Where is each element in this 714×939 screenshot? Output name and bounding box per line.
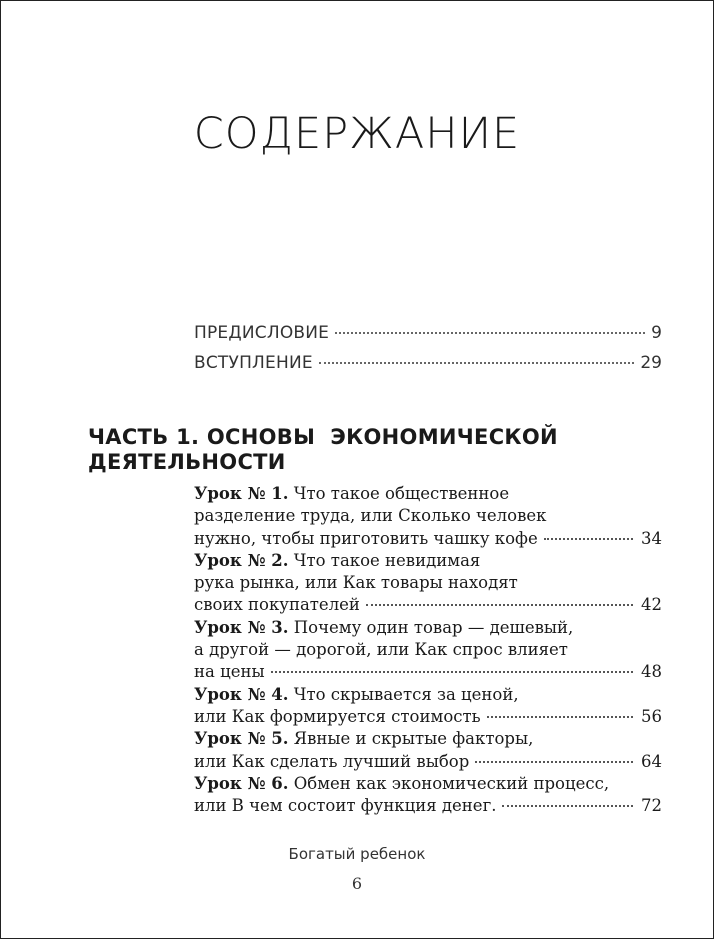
lesson-title-line: [194, 550, 662, 572]
lesson-title-line: [194, 706, 662, 728]
dot-leader: [544, 538, 633, 540]
dot-leader: [502, 805, 633, 807]
lesson-title-line: разделение труда, или Сколько человек: [194, 506, 547, 526]
front-matter-page: 29: [640, 353, 662, 373]
dot-leader: [271, 671, 633, 673]
lesson-page: 64: [641, 751, 662, 771]
lesson-title-text: или Как сделать лучший выбор: [194, 751, 470, 771]
lesson-page: 72: [641, 796, 662, 816]
lesson-title-text: Что такое невидимая: [293, 550, 481, 570]
lesson-title-text: Что такое общественное: [293, 484, 510, 503]
dot-leader: [366, 604, 633, 606]
dot-leader: [487, 716, 633, 718]
front-matter-page: 9: [651, 323, 662, 343]
lesson-page: 48: [641, 662, 662, 682]
lesson-title-line: [194, 483, 662, 505]
front-matter-row: [194, 353, 662, 383]
lesson-title-line: [194, 773, 662, 795]
lesson-number: Урок № 1.: [194, 484, 289, 503]
part-heading-line: ДЕЯТЕЛЬНОСТИ: [88, 450, 286, 474]
lesson-number: Урок № 4.: [194, 684, 289, 704]
lesson-entry: [194, 684, 662, 729]
lesson-title-text: нужно, чтобы приготовить чашку кофе: [194, 528, 538, 548]
running-footer-title: Богатый ребенок: [288, 845, 426, 863]
lesson-page: 42: [641, 595, 662, 615]
lesson-title-line: [194, 594, 662, 616]
part-heading-line: ЧАСТЬ 1. ОСНОВЫ ЭКОНОМИЧЕСКОЙ: [88, 425, 558, 449]
lesson-page: 34: [641, 528, 662, 548]
dot-leader: [475, 761, 633, 763]
front-matter-row: [194, 323, 662, 353]
lesson-entry: [194, 617, 662, 684]
lesson-title-line: [194, 684, 662, 706]
lesson-title-text: Обмен как экономический процесс,: [293, 773, 610, 793]
dot-leader: [335, 332, 645, 334]
front-matter-label: ПРЕДИСЛОВИЕ: [194, 323, 330, 343]
lesson-title-text: или В чем состоит функция денег.: [194, 796, 497, 816]
front-matter-label: ВСТУПЛЕНИЕ: [194, 353, 313, 373]
lesson-title-text: Что скрывается за ценой,: [293, 684, 519, 704]
lesson-title-line: а другой — дорогой, или Как спрос влияет: [194, 640, 568, 660]
lesson-title-line: [194, 728, 662, 750]
lesson-title-text: или Как формируется стоимость: [194, 706, 481, 726]
lesson-entry: [194, 483, 662, 550]
lesson-title-line: [194, 661, 662, 683]
lesson-list: [194, 483, 662, 817]
lesson-number: Урок № 3.: [194, 617, 289, 637]
lesson-title-text: на цены: [194, 662, 265, 682]
lesson-title-text: Почему один товар — дешевый,: [293, 617, 574, 637]
lesson-title-line: [194, 751, 662, 773]
lesson-title-line: [194, 795, 662, 817]
lesson-entry: [194, 773, 662, 818]
lesson-title-text: Явные и скрытые факторы,: [293, 729, 534, 749]
lesson-page: 56: [641, 706, 662, 726]
lesson-title-line: [194, 617, 662, 639]
lesson-number: Урок № 5.: [194, 729, 289, 749]
page-number: 6: [351, 874, 363, 893]
lesson-title-line: [194, 528, 662, 550]
lesson-entry: [194, 550, 662, 617]
lesson-entry: [194, 728, 662, 773]
lesson-number: Урок № 6.: [194, 773, 289, 793]
dot-leader: [319, 362, 635, 364]
part-heading: [88, 425, 648, 475]
lesson-title-text: своих покупателей: [194, 595, 360, 615]
lesson-title-line: рука рынка, или Как товары находят: [194, 573, 518, 593]
lesson-number: Урок № 2.: [194, 550, 289, 570]
page-title: СОДЕРЖАНИЕ: [193, 109, 521, 159]
